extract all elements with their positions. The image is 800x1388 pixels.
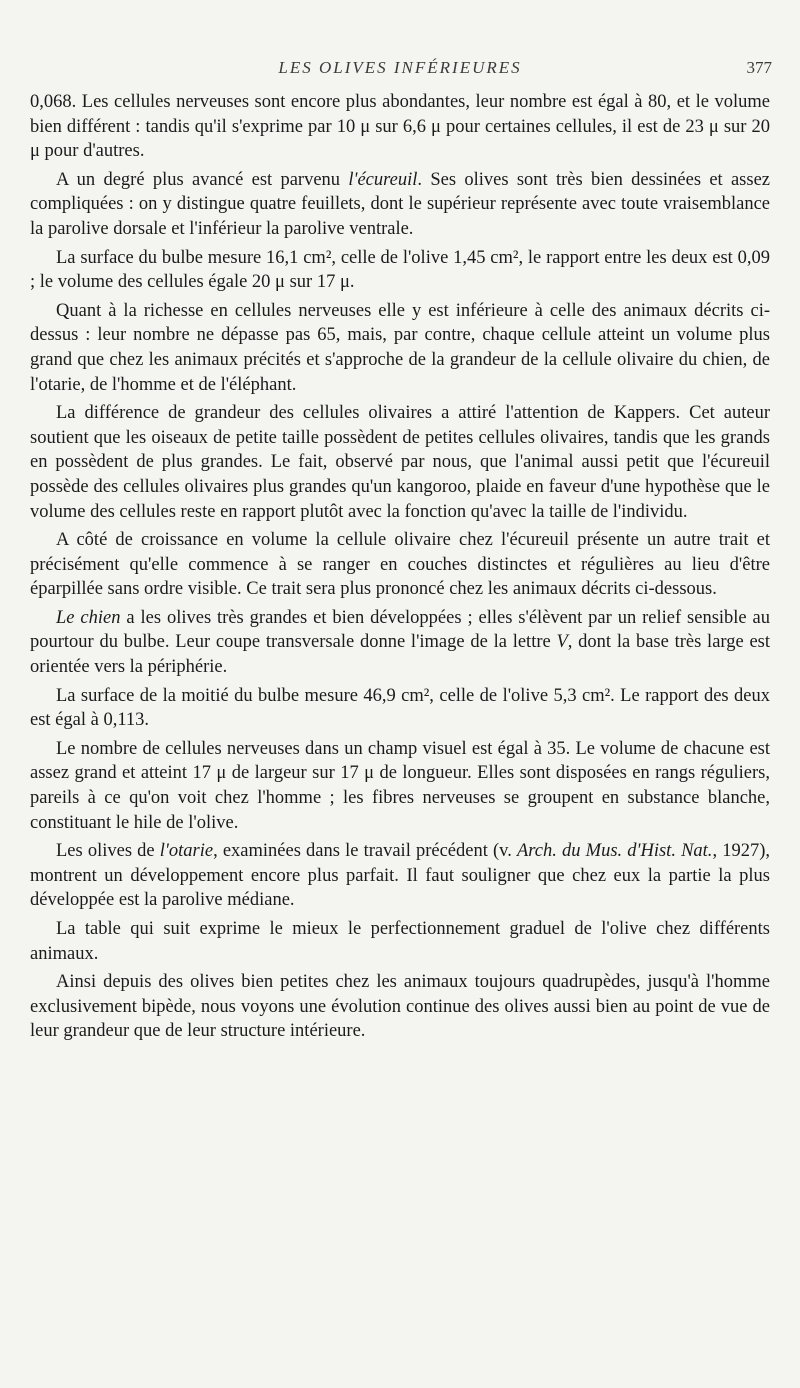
citation-title: Arch. du Mus. d'Hist. Nat.	[516, 841, 713, 862]
page-number: 377	[746, 58, 772, 77]
paragraph-text: a les olives très grandes et bien développées ; elles s'élèvent par un relief sensible au pourtour du bulbe. Leur coupe transversale donne l'image de la lettre	[30, 607, 770, 653]
paragraph-text: A un degré plus avancé est parvenu	[56, 169, 349, 190]
paragraph-text: La table qui suit exprime le mieux le perfectionnement graduel de l'olive chez différents animaux.	[30, 919, 770, 964]
paragraph-text: , dont la base très large est orientée vers la périphérie.	[30, 632, 771, 678]
paragraph	[30, 246, 770, 295]
paragraph-text: Les olives de	[56, 841, 160, 862]
paragraph	[30, 684, 770, 733]
animal-name: l'otarie	[159, 841, 214, 862]
letter-shape: V	[556, 632, 568, 653]
paragraph	[30, 168, 770, 242]
paragraph-text: 0,068. Les cellules nerveuses sont encore plus abondantes, leur nombre est égal à 80, et le volume bien différent : tandis qu'il s'exprime par 10 μ sur 6,6 μ pour certaines cellules, il est de 23 μ sur 20 μ pour d'autres.	[30, 92, 770, 162]
paragraph	[30, 970, 770, 1044]
paragraph-text: , 1927), montrent un développement encore plus parfait. Il faut souligner que chez eux la partie la plus développée est la parolive médiane.	[30, 841, 770, 911]
paragraph-text: Quant à la richesse en cellules nerveuses elle y est inférieure à celle des animaux décrits ci-dessus : leur nombre ne dépasse pas 65, mais, par contre, chaque cellule atteint un volume plus grand que chez les animaux précités et s'approche de la grandeur de la cellule olivaire du chien, de l'otarie, de l'homme et de l'éléphant.	[30, 300, 770, 395]
paragraph	[30, 401, 770, 524]
paragraph	[30, 299, 770, 397]
paragraph-text: La différence de grandeur des cellules olivaires a attiré l'attention de Kappers. Cet auteur soutient que les oiseaux de petite taille possèdent de petites cellules olivaires, tandis que les grands en possèdent de plus grandes. Le fait, observé par nous, que l'animal aussi petit que l'écureuil possède des cellules olivaires plus grandes qu'un kangoroo, plaide en faveur d'une hypothèse que le volume des cellules reste en rapport plutôt avec la fonction qu'avec la taille de l'individu.	[30, 403, 770, 522]
paragraph	[30, 737, 770, 835]
running-title: LES OLIVES INFÉRIEURES	[278, 58, 522, 77]
paragraph	[30, 528, 770, 602]
paragraph-text: Ainsi depuis des olives bien petites chez les animaux toujours quadrupèdes, jusqu'à l'homme exclusivement bipède, nous voyons une évolution continue des olives aussi bien au point de vue de leur grandeur que de leur structure intérieure.	[30, 972, 770, 1042]
paragraph-text: La surface de la moitié du bulbe mesure 46,9 cm², celle de l'olive 5,3 cm². Le rapport des deux est égal à 0,113.	[30, 685, 770, 731]
page-header	[0, 58, 800, 82]
paragraph-text: A côté de croissance en volume la cellule olivaire chez l'écureuil présente un autre trait et précisément qu'elle commence à se ranger en couches distinctes et régulières au lieu d'être éparpillée sans ordre visible. Ce trait sera plus prononcé chez les animaux décrits ci-dessous.	[30, 530, 770, 600]
animal-name: l'écureuil	[348, 169, 418, 190]
paragraph-text: , examinées dans le travail précédent (v.	[213, 841, 517, 862]
paragraph	[30, 839, 770, 913]
paragraph-text: Le nombre de cellules nerveuses dans un champ visuel est égal à 35. Le volume de chacune est assez grand et atteint 17 μ de largeur sur 17 μ de longueur. Elles sont disposées en rangs réguliers, pareils à ce qu'on voit chez l'homme ; les fibres nerveuses se groupent en substance blanche, constituant le hile de l'olive.	[30, 738, 770, 833]
paragraph	[30, 606, 770, 680]
paragraph	[30, 90, 770, 164]
animal-name: Le chien	[56, 607, 121, 628]
paragraph-text: . Ses olives sont très bien dessinées et assez compliquées : on y distingue quatre feuillets, dont le supérieur représente avec toute vraisemblance la parolive dorsale et l'inférieur la parolive ventrale.	[30, 169, 771, 239]
body-text	[30, 90, 770, 1048]
paragraph-text: La surface du bulbe mesure 16,1 cm², celle de l'olive 1,45 cm², le rapport entre les deux est 0,09 ; le volume des cellules égale 20 μ sur 17 μ.	[30, 247, 770, 293]
paragraph	[30, 917, 770, 966]
